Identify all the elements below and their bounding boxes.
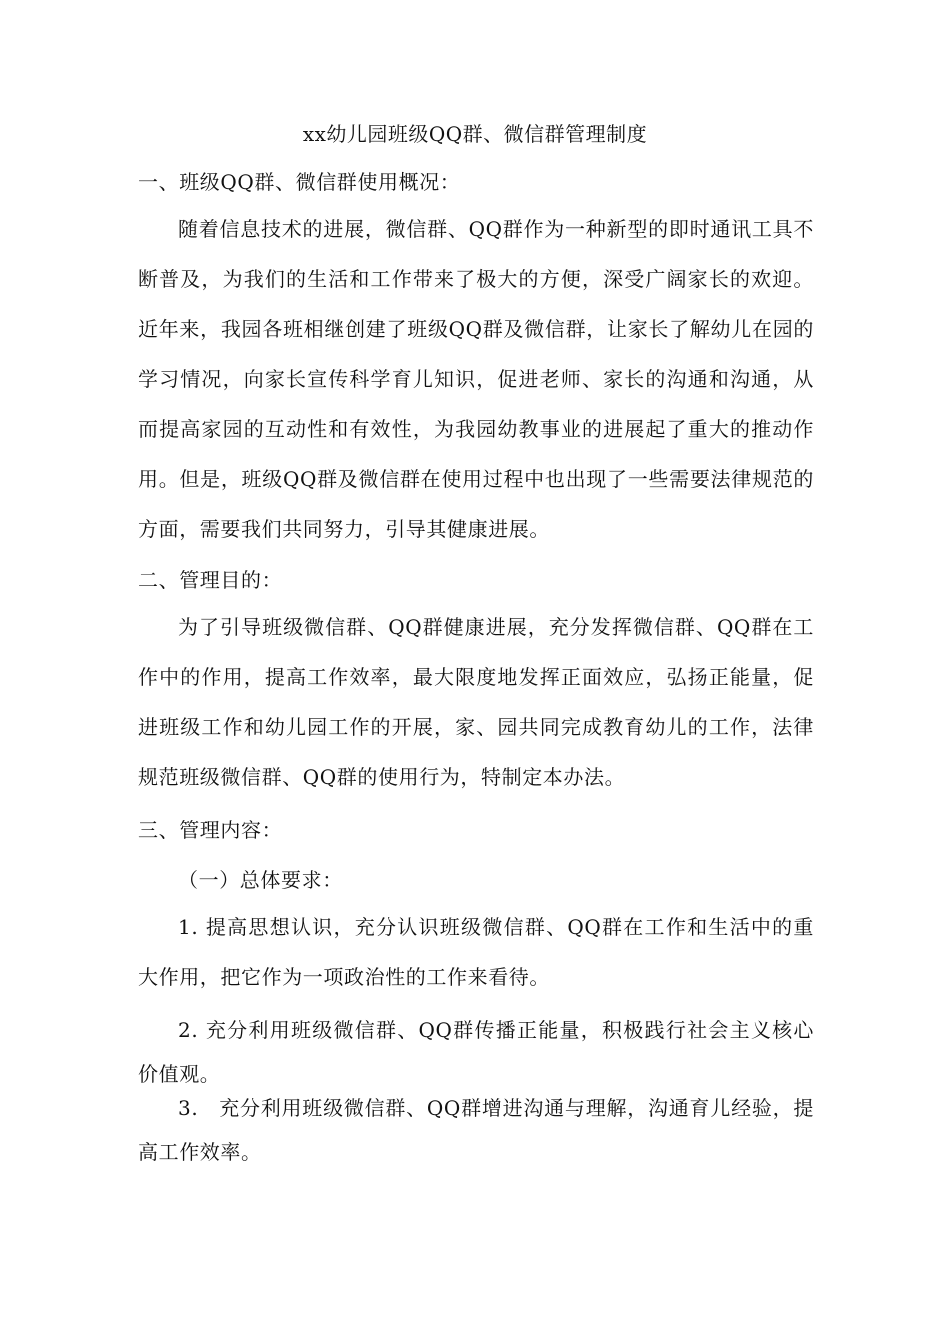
section3-heading: 三、管理内容： [138, 818, 283, 842]
section2-heading: 二、管理目的： [138, 568, 283, 592]
list-item-2: 2. 充分利用班级微信群、QQ群传播正能量，积极践行社会主义核心价值观。 [138, 1018, 814, 1086]
document-title: xx幼儿园班级QQ群、微信群管理制度 [302, 122, 648, 146]
section2-paragraph: 为了引导班级微信群、QQ群健康进展，充分发挥微信群、QQ群在工作中的作用，提高工作效率，最大限度地发挥正面效应，弘扬正能量，促进班级工作和幼儿园工作的开展，家、园共同完成教育幼儿的工作，法律规范班级微信群、QQ群的使用行为，特制定本办法。 [138, 615, 814, 789]
section1-heading: 一、班级QQ群、微信群使用概况： [138, 170, 461, 194]
subsection1-heading: （一）总体要求： [178, 868, 343, 892]
list-item-1: 1. 提高思想认识，充分认识班级微信群、QQ群在工作和生活中的重大作用，把它作为一项政治性的工作来看待。 [138, 915, 814, 989]
list-item-3: 3. 充分利用班级微信群、QQ群增进沟通与理解，沟通育儿经验，提高工作效率。 [138, 1096, 814, 1164]
section1-paragraph: 随着信息技术的进展，微信群、QQ群作为一种新型的即时通讯工具不断普及，为我们的生活和工作带来了极大的方便，深受广阔家长的欢迎。近年来，我园各班相继创建了班级QQ群及微信群，让家长了解幼儿在园的学习情况，向家长宣传科学育儿知识，促进老师、家长的沟通和沟通，从而提高家园的互动性和有效性，为我园幼教事业的进展起了重大的推动作用。但是，班级QQ群及微信群在使用过程中也出现了一些需要法律规范的方面，需要我们共同努力，引导其健康进展。 [138, 217, 814, 541]
